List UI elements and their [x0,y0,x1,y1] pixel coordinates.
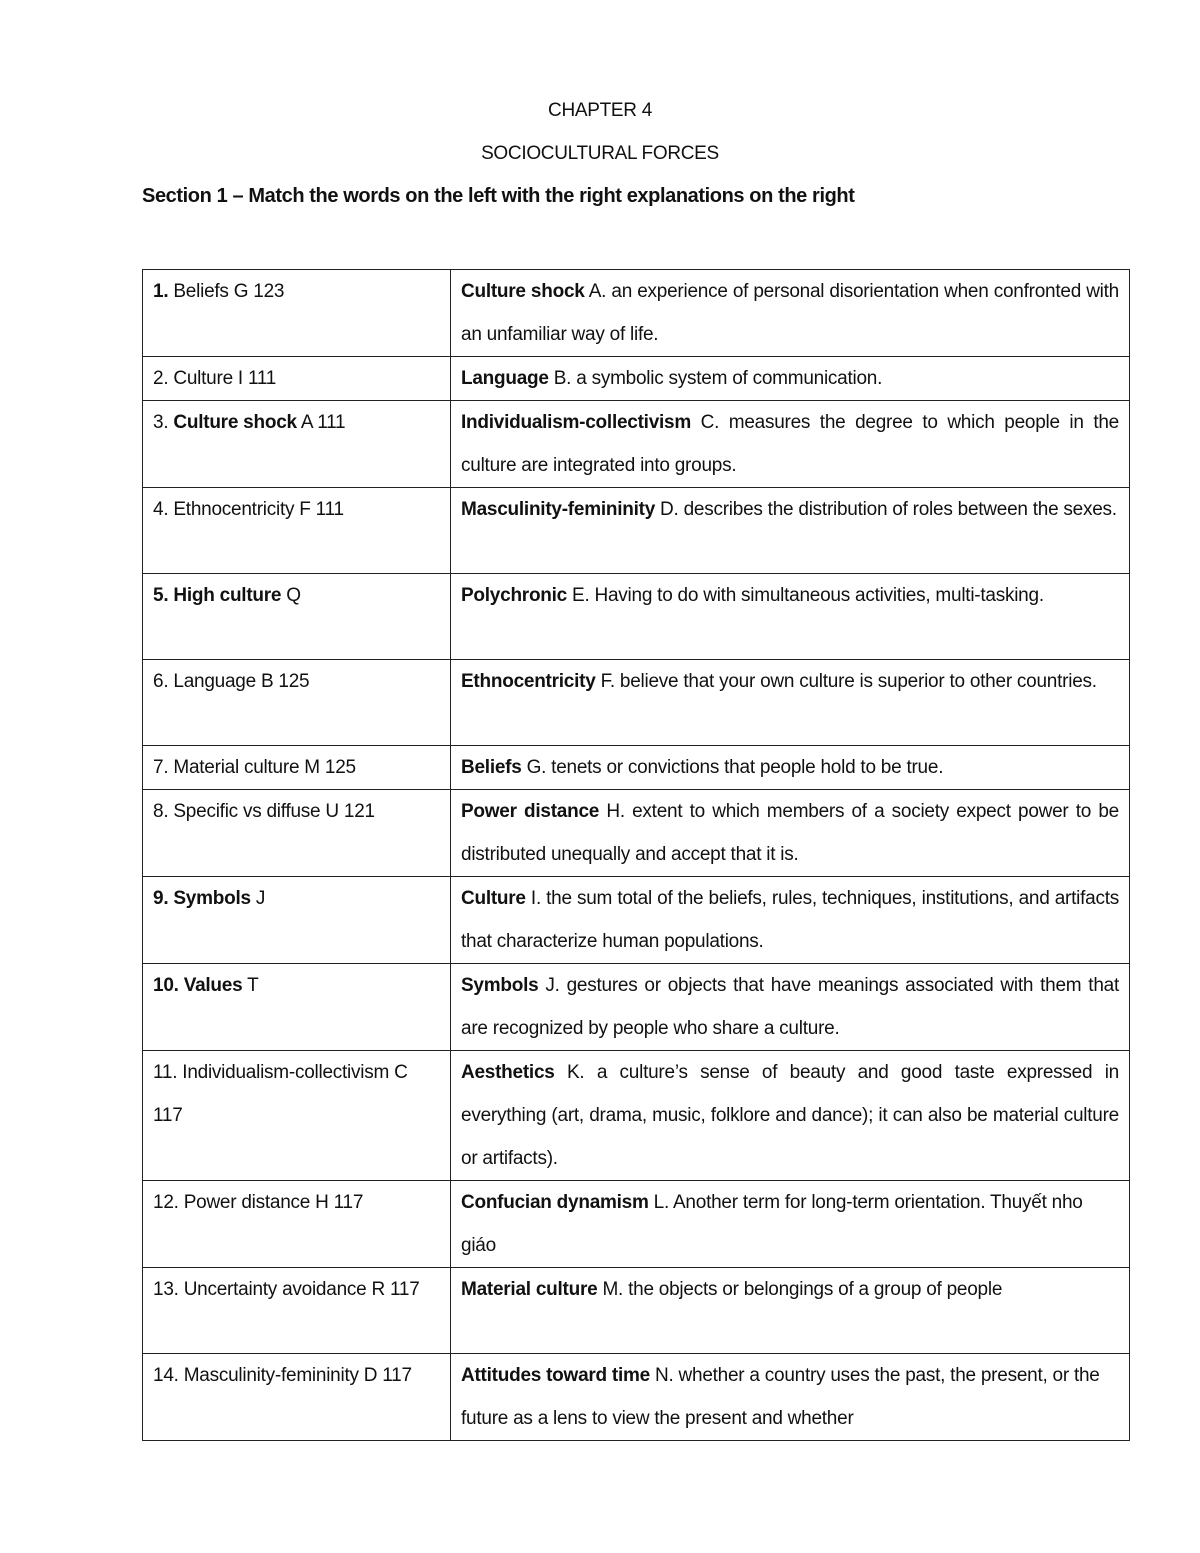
definition-term: Symbols [461,975,539,996]
chapter-heading: CHAPTER 4 [548,100,652,121]
left-term: Power distance H 117 [178,1192,364,1213]
definition-text: G. tenets or convictions that people hold to be true. [521,757,944,778]
left-term: Uncertainty avoidance R 117 [178,1279,420,1300]
left-term-cell [143,1051,451,1181]
left-term: Symbols [168,888,251,909]
item-number: 5. [153,585,169,606]
definition-term: Power distance [461,801,600,822]
definition-text: E. Having to do with simultaneous activities, multi-tasking. [567,585,1044,606]
left-term: Values [178,975,243,996]
item-number: 1. [153,281,169,302]
left-term-cell [143,574,451,660]
definition-term: Culture shock [461,281,585,302]
definition-text: I. the sum total of the beliefs, rules, techniques, institutions, and artifacts that characterize human populations. [461,888,1119,952]
definition-text: L. Another term for long-term orientation. Thuyết nho giáo [461,1192,1083,1256]
right-definition-cell [451,877,1130,964]
left-code: J [250,888,266,909]
definition-term: Ethnocentricity [461,671,596,692]
definition-text: N. whether a country uses the past, the present, or the future as a lens to view the present and whether [461,1365,1100,1429]
right-definition-cell [451,401,1130,488]
item-number: 11. [153,1062,178,1083]
table-row [143,964,1130,1051]
item-number: 3. [153,412,169,433]
item-number: 9. [153,888,169,909]
left-term-cell [143,357,451,401]
left-term-cell [143,964,451,1051]
item-number: 10. [153,975,179,996]
left-term: Beliefs G 123 [168,281,285,302]
right-definition-cell [451,357,1130,401]
right-definition-cell [451,660,1130,746]
section-title: Section 1 – Match the words on the left with the right explanations on the right [142,185,855,207]
left-term-cell [143,401,451,488]
right-definition-cell [451,790,1130,877]
definition-term: Language [461,368,549,389]
table-row [143,746,1130,790]
table-row [143,790,1130,877]
item-number: 2. [153,368,169,389]
left-code: T [242,975,259,996]
definition-term: Polychronic [461,585,567,606]
left-term-cell [143,1354,451,1441]
definition-term: Material culture [461,1279,598,1300]
item-number: 6. [153,671,169,692]
item-number: 13. [153,1279,179,1300]
definition-text: C. measures the degree to which people in the culture are integrated into groups. [461,412,1119,476]
table-row [143,1268,1130,1354]
definition-term: Aesthetics [461,1062,555,1083]
table-row [143,270,1130,357]
left-term: Specific vs diffuse U 121 [168,801,375,822]
right-definition-cell [451,1268,1130,1354]
table-row [143,401,1130,488]
definition-term: Confucian dynamism [461,1192,649,1213]
table-row [143,1051,1130,1181]
left-term: High culture [168,585,282,606]
definition-text: H. extent to which members of a society expect power to be distributed unequally and accept that it is. [461,801,1119,865]
table-row [143,660,1130,746]
item-number: 14. [153,1365,179,1386]
left-term: Masculinity-femininity D 117 [178,1365,412,1386]
table-row [143,1354,1130,1441]
left-term-cell [143,1268,451,1354]
definition-term: Beliefs [461,757,522,778]
definition-text: D. describes the distribution of roles between the sexes. [655,499,1117,520]
table-row [143,357,1130,401]
definition-text: K. a culture’s sense of beauty and good taste expressed in everything (art, drama, music, folklore and dance); it can also be material culture or artifacts). [461,1062,1119,1169]
left-term-cell [143,877,451,964]
table-row [143,574,1130,660]
left-term: Culture shock [168,412,297,433]
right-definition-cell [451,746,1130,790]
left-term-cell [143,270,451,357]
definition-term: Attitudes toward time [461,1365,650,1386]
matching-table [142,269,1130,1441]
table-row [143,488,1130,574]
left-term-cell [143,1181,451,1268]
right-definition-cell [451,1051,1130,1181]
item-number: 12. [153,1192,179,1213]
left-term: Material culture M 125 [168,757,356,778]
right-definition-cell [451,574,1130,660]
definition-term: Masculinity-femininity [461,499,656,520]
left-code: A 111 [296,412,346,433]
left-term: Culture I 111 [168,368,277,389]
left-term-cell [143,746,451,790]
left-term: Language B 125 [168,671,310,692]
right-definition-cell [451,270,1130,357]
chapter-subtitle: SOCIOCULTURAL FORCES [481,143,719,164]
table-row [143,877,1130,964]
definition-text: M. the objects or belongings of a group of people [597,1279,1003,1300]
definition-term: Individualism-collectivism [461,412,692,433]
item-number: 4. [153,499,169,520]
item-number: 7. [153,757,169,778]
definition-text: J. gestures or objects that have meanings associated with them that are recognized by people who share a culture. [461,975,1119,1039]
right-definition-cell [451,1181,1130,1268]
left-code: Q [281,585,301,606]
right-definition-cell [451,1354,1130,1441]
definition-term: Culture [461,888,526,909]
left-term: Individualism-collectivism C 117 [153,1062,408,1126]
right-definition-cell [451,964,1130,1051]
definition-text: F. believe that your own culture is superior to other countries. [595,671,1097,692]
right-definition-cell [451,488,1130,574]
left-term-cell [143,660,451,746]
table-row [143,1181,1130,1268]
left-term: Ethnocentricity F 111 [168,499,344,520]
left-term-cell [143,488,451,574]
definition-text: B. a symbolic system of communication. [548,368,883,389]
definition-text: A. an experience of personal disorientation when confronted with an unfamiliar way of life. [461,281,1119,345]
left-term-cell [143,790,451,877]
item-number: 8. [153,801,169,822]
